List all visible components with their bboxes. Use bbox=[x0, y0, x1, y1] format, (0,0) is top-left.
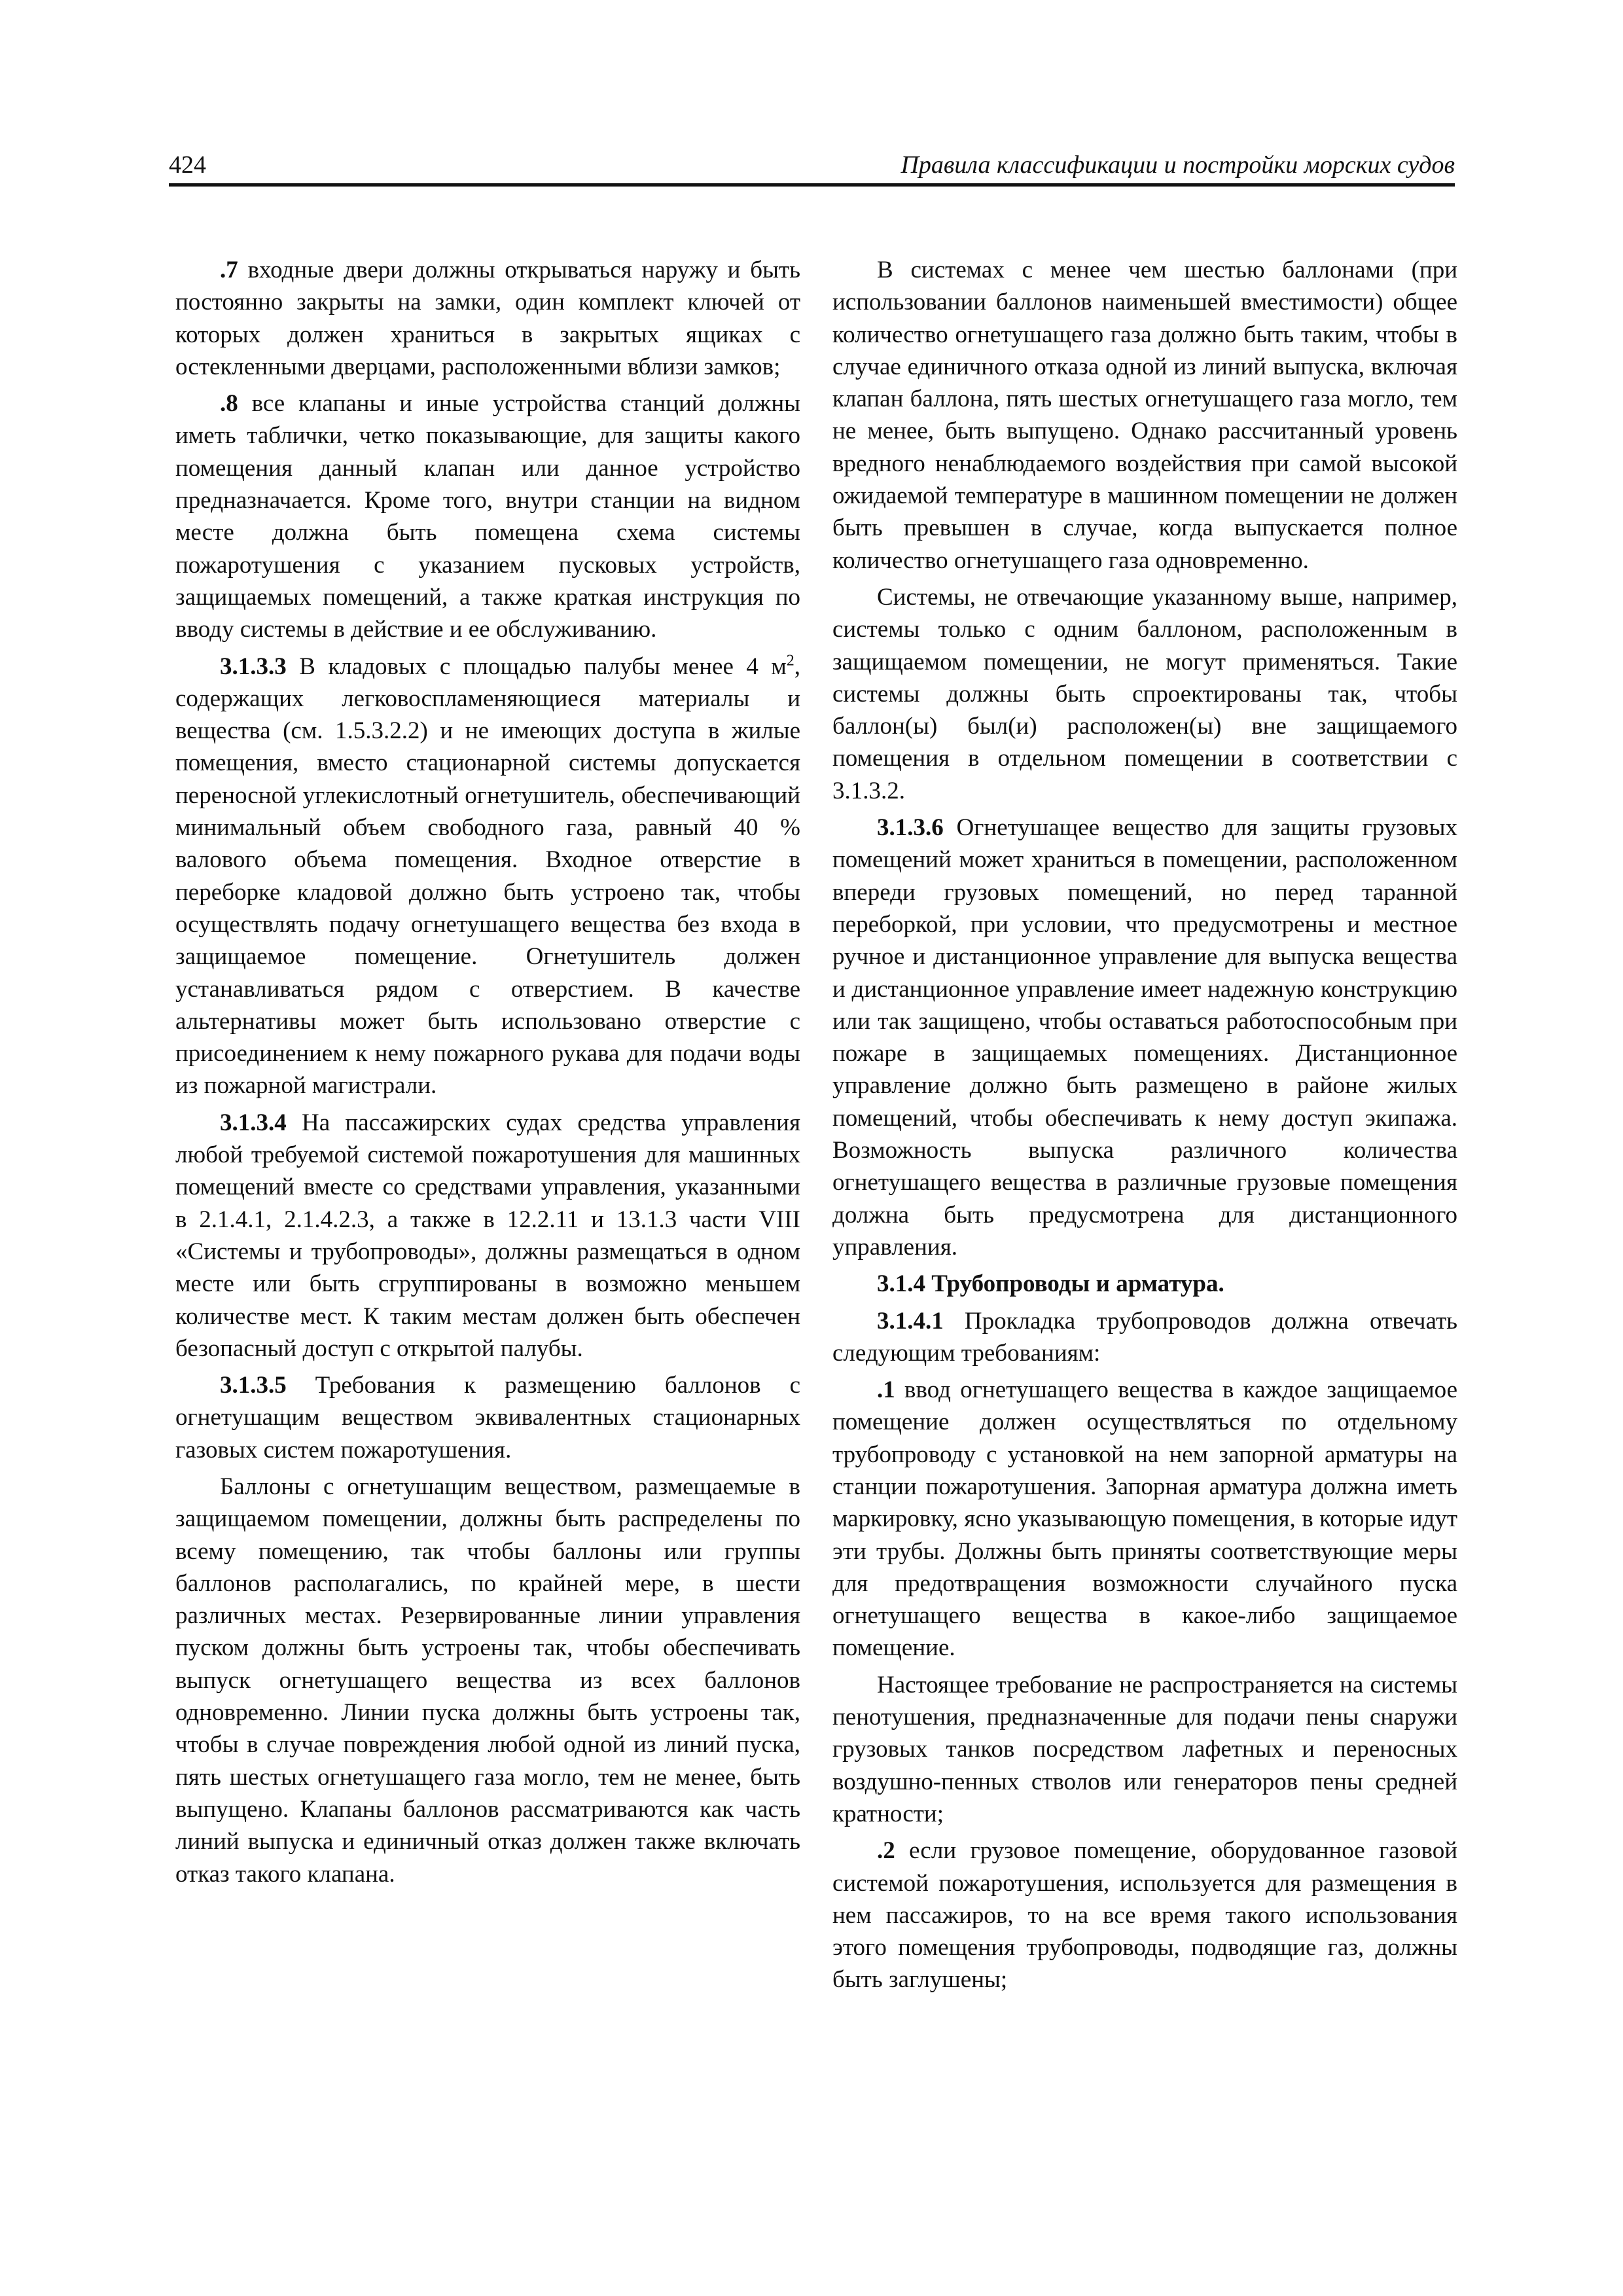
paragraph-text: входные двери должны открываться наружу и быть постоянно закрыты на замки, один комплект ключей от которых должен храниться в закрытых ящиках с остекленными дверцами, расположенными вблизи замков; bbox=[175, 257, 800, 380]
superscript: 2 bbox=[786, 652, 794, 670]
paragraph bbox=[175, 1369, 800, 1466]
paragraph bbox=[832, 812, 1457, 1263]
item-number: .8 bbox=[220, 390, 238, 418]
paragraph-text: Прокладка трубопроводов должна отвечать следующим требованиям: bbox=[832, 1307, 1457, 1367]
paragraph-text: Настоящее требование не распространяется на системы пенотушения, предназначенные для подачи пены снаружи грузовых танков посредством лафетных и переносных воздушно-пенных стволов или генераторов пены средней кратности; bbox=[832, 1671, 1457, 1827]
paragraph bbox=[832, 1669, 1457, 1830]
paragraph bbox=[832, 581, 1457, 807]
section-heading bbox=[832, 1268, 1457, 1300]
page-number: 424 bbox=[169, 151, 206, 179]
clause-number: 3.1.3.4 bbox=[220, 1109, 287, 1136]
paragraph bbox=[175, 254, 800, 383]
clause-number: 3.1.3.6 bbox=[877, 814, 944, 842]
paragraph bbox=[175, 387, 800, 645]
paragraph-text: ввод огнетушащего вещества в каждое защищаемое помещение должен осуществляться по отдельному трубопроводу с установкой на нем запорной арматуры на станции пожаротушения. Запорная арматура должна иметь маркировку, ясно указывающую помещения, в которые идут эти трубы. Должны быть приняты соответствующие меры для предотвращения возможности случайного пуска огнетушащего вещества в какое-либо защищаемое помещение. bbox=[832, 1376, 1457, 1662]
page-header bbox=[169, 143, 1455, 187]
paragraph-text: На пассажирских судах средства управления любой требуемой системой пожаротушения для машинных помещений вместе со средствами управления, указанными в 2.1.4.1, 2.1.4.2.3, а также в 12.2.11 и 13.1.3 части VIII «Системы и трубопроводы», должны размещаться в одном месте или быть сгруппированы в возможно меньшем количестве мест. К таким местам должен быть обеспечен безопасный доступ с открытой палубы. bbox=[175, 1109, 800, 1362]
paragraph-text: , содержащих легковоспламеняющиеся материалы и вещества (см. 1.5.3.2.2) и не имеющих доступа в жилые помещения, вместо стационарной системы допускается переносной углекислотный огнетушитель, обеспечивающий минимальный объем свободного газа, равный 40 % валового объема помещения. Входное отверстие в переборке кладовой должно быть устроено так, чтобы осуществлять подачу огнетушащего вещества без входа в защищаемое помещение. Огнетушитель должен устанавливаться рядом с отверстием. В качестве альтернативы может быть использовано отверстие с присоединением к нему пожарного рукава для подачи воды из пожарной магистрали. bbox=[175, 653, 800, 1100]
paragraph-text: Баллоны с огнетушащим веществом, размещаемые в защищаемом помещении, должны быть распределены по всему помещению, так чтобы баллоны или группы баллонов располагались, по крайней мере, в шести различных местах. Резервированные линии управления пуском должны быть устроены так, чтобы обеспечивать выпуск огнетушащего вещества из всех баллонов одновременно. Линии пуска должны быть устроены так, чтобы в случае повреждения любой одной из линий пуска, пять шестых огнетушащего газа могло, тем не менее, быть выпущено. Клапаны баллонов рассматриваются как часть линий выпуска и единичный отказ должен также включать отказ такого клапана. bbox=[175, 1473, 800, 1888]
clause-number: 3.1.3.5 bbox=[220, 1372, 287, 1399]
paragraph-text: Огнетушащее вещество для защиты грузовых помещений может храниться в помещении, расположенном впереди грузовых помещений, но перед таранной переборкой, при условии, что предусмотрены и местное ручное и дистанционное управление для выпуска вещества и дистанционное управление имеет надежную конструкцию или так защищено, чтобы оставаться работоспособным при пожаре в защищаемых помещениях. Дистанционное управление должно быть размещено в районе жилых помещений, чтобы обеспечивать к нему доступ экипажа. Возможность выпуска различного количества огнетушащего вещества в различные грузовые помещения должна быть предусмотрена для дистанционного управления. bbox=[832, 814, 1457, 1261]
item-number: .7 bbox=[220, 257, 238, 283]
clause-number: 3.1.3.3 bbox=[220, 653, 287, 680]
paragraph bbox=[175, 1471, 800, 1890]
paragraph bbox=[832, 1374, 1457, 1664]
paragraph bbox=[832, 1835, 1457, 1996]
paragraph-text: В системах с менее чем шестью баллонами (при использовании баллонов наименьшей вместимости) общее количество огнетушащего газа должно быть таким, чтобы в случае единичного отказа одной из линий выпуска, включая клапан баллона, пять шестых огнетушащего газа могло, тем не менее, быть выпущено. Однако рассчитанный уровень вредного ненаблюдаемого воздействия при самой высокой ожидаемой температуре в машинном помещении не должен быть превышен в случае, когда выпускается полное количество огнетушащего газа одновременно. bbox=[832, 257, 1457, 574]
paragraph bbox=[832, 1305, 1457, 1370]
paragraph-text: все клапаны и иные устройства станций должны иметь таблички, четко показывающие, для защиты какого помещения данный клапан или данное устройство предназначается. Кроме того, внутри станции на видном месте должна быть помещена схема системы пожаротушения с указанием пусковых устройств, защищаемых помещений, а также краткая инструкция по вводу системы в действие и ее обслуживанию. bbox=[175, 390, 800, 643]
running-title: Правила классификации и постройки морских судов bbox=[901, 151, 1455, 179]
left-column bbox=[175, 254, 800, 1895]
clause-number: 3.1.4.1 bbox=[877, 1307, 944, 1335]
paragraph-text: В кладовых с площадью палубы менее 4 м bbox=[286, 653, 787, 680]
paragraph-text: если грузовое помещение, оборудованное газовой системой пожаротушения, используется для размещения в нем пассажиров, то на все время такого использования этого помещения трубопроводы, подводящие газ, должны быть заглушены; bbox=[832, 1837, 1457, 1994]
item-number: .1 bbox=[877, 1376, 895, 1404]
paragraph-text: Системы, не отвечающие указанному выше, например, системы только с одним баллоном, расположенным в защищаемом помещении, не могут применяться. Такие системы должны быть спроектированы так, чтобы баллон(ы) был(и) расположен(ы) вне защищаемого помещения в отдельном помещении в соответствии с 3.1.3.2. bbox=[832, 583, 1457, 804]
paragraph bbox=[175, 651, 800, 1102]
paragraph-text: Требования к размещению баллонов с огнетушащим веществом эквивалентных стационарных газовых систем пожаротушения. bbox=[175, 1372, 800, 1463]
right-column bbox=[832, 254, 1457, 2001]
item-number: .2 bbox=[877, 1837, 895, 1865]
paragraph bbox=[832, 254, 1457, 577]
paragraph bbox=[175, 1107, 800, 1365]
section-heading-text: 3.1.4 Трубопроводы и арматура. bbox=[877, 1270, 1224, 1298]
